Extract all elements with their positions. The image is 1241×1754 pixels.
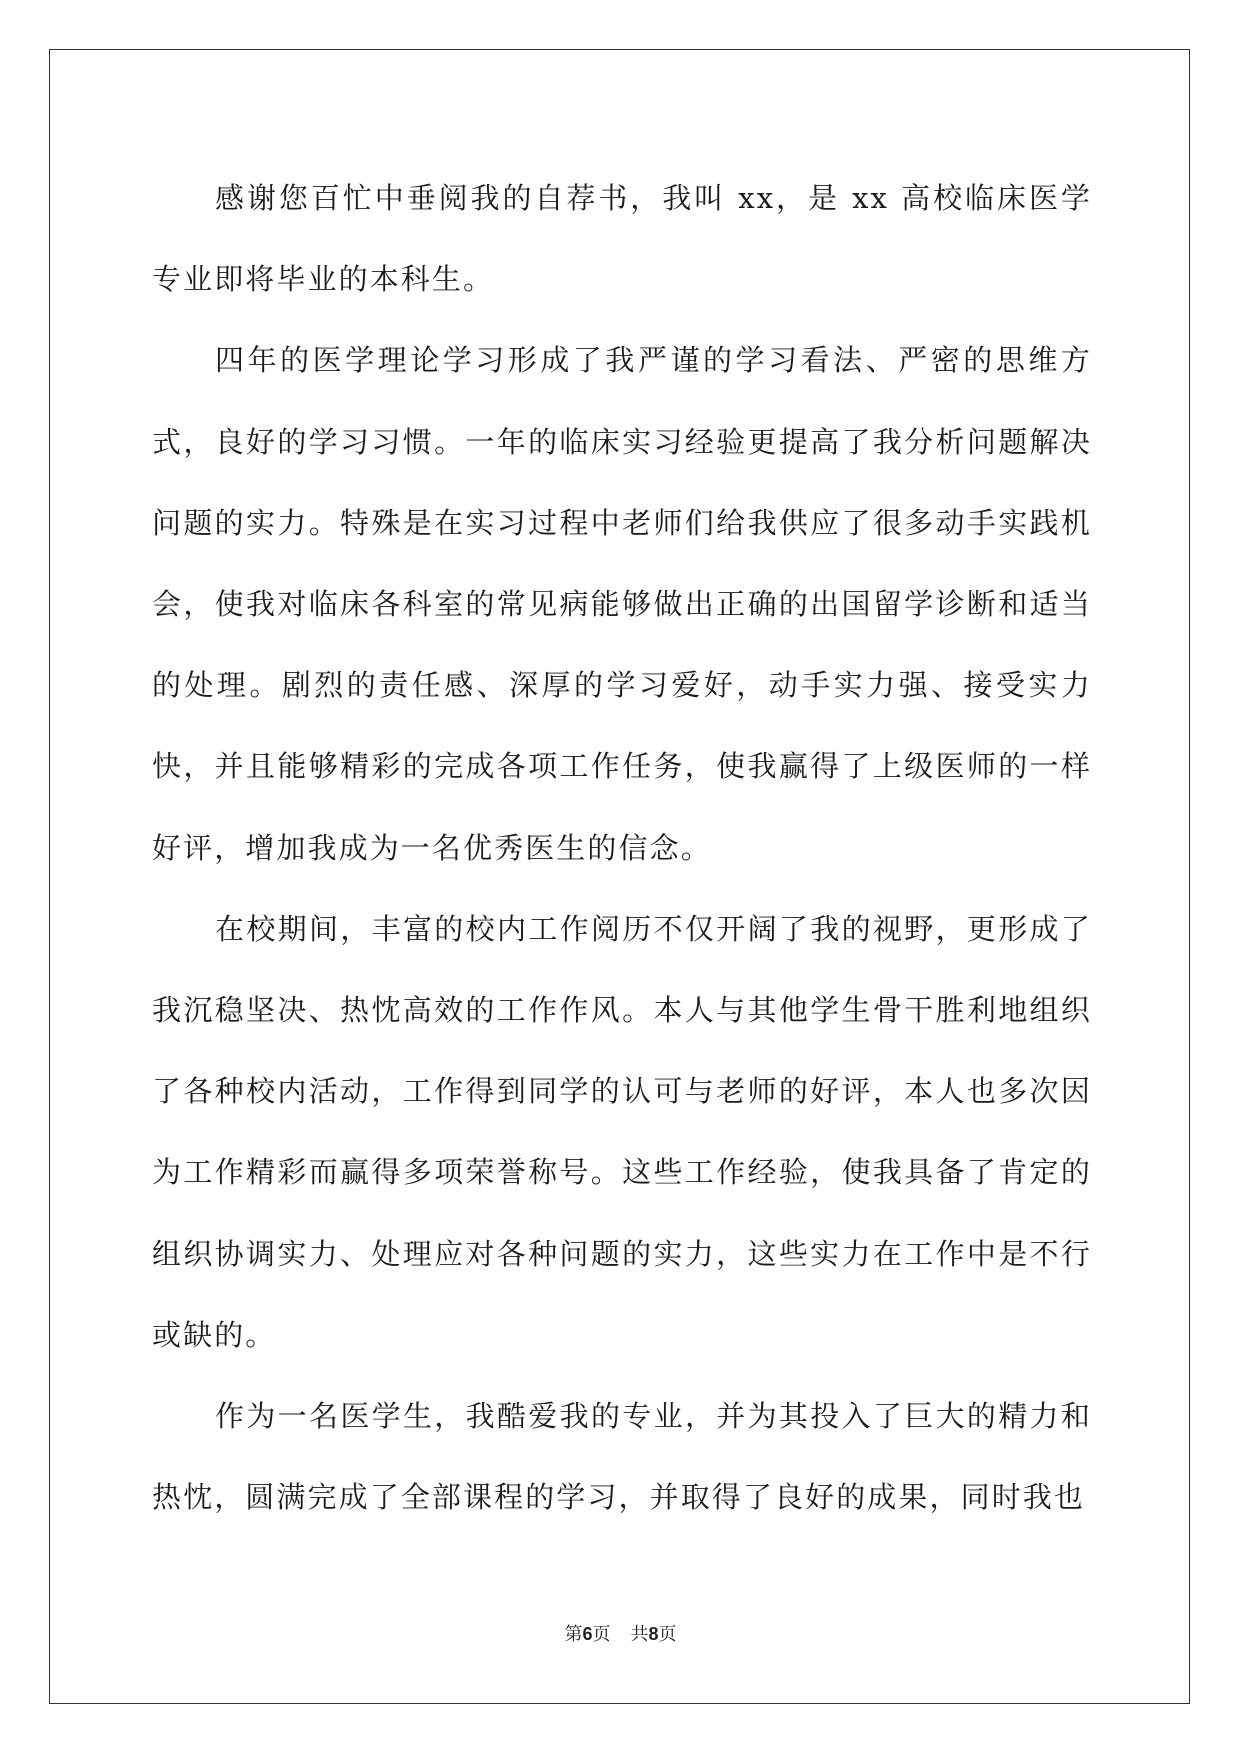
page-suffix: 页 (592, 1624, 611, 1645)
paragraph-1: 感谢您百忙中垂阅我的自荐书，我叫 xx，是 xx 高校临床医学专业即将毕业的本科生。 (152, 181, 1092, 297)
total-pages: 8 (648, 1624, 659, 1644)
document-body (152, 158, 1092, 1538)
paragraph-4: 作为一名医学生，我酷爱我的专业，并为其投入了巨大的精力和热忱，圆满完成了全部课程的学习，并取得了良好的成果，同时我也 (152, 1399, 1092, 1515)
page-prefix: 第 (564, 1624, 583, 1645)
paragraph-2: 四年的医学理论学习形成了我严谨的学习看法、严密的思维方式，良好的学习习惯。一年的临床实习经验更提高了我分析问题解决问题的实力。特殊是在实习过程中老师们给我供应了很多动手实践机会，使我对临床各科室的常见病能够做出正确的出国留学诊断和适当的处理。剧烈的责任感、深厚的学习爱好，动手实力强、接受实力快，并且能够精彩的完成各项工作任务，使我赢得了上级医师的一样好评，增加我成为一名优秀医生的信念。 (152, 343, 1092, 865)
page-number: 6 (582, 1624, 593, 1644)
total-prefix: 共 (630, 1624, 649, 1645)
total-suffix: 页 (658, 1624, 677, 1645)
paragraph-3: 在校期间，丰富的校内工作阅历不仅开阔了我的视野，更形成了我沉稳坚决、热忱高效的工作作风。本人与其他学生骨干胜利地组织了各种校内活动，工作得到同学的认可与老师的好评，本人也多次因为工作精彩而赢得多项荣誉称号。这些工作经验，使我具备了肯定的组织协调实力、处理应对各种问题的实力，这些实力在工作中是不行或缺的。 (152, 911, 1092, 1352)
page-footer (0, 1620, 1241, 1646)
